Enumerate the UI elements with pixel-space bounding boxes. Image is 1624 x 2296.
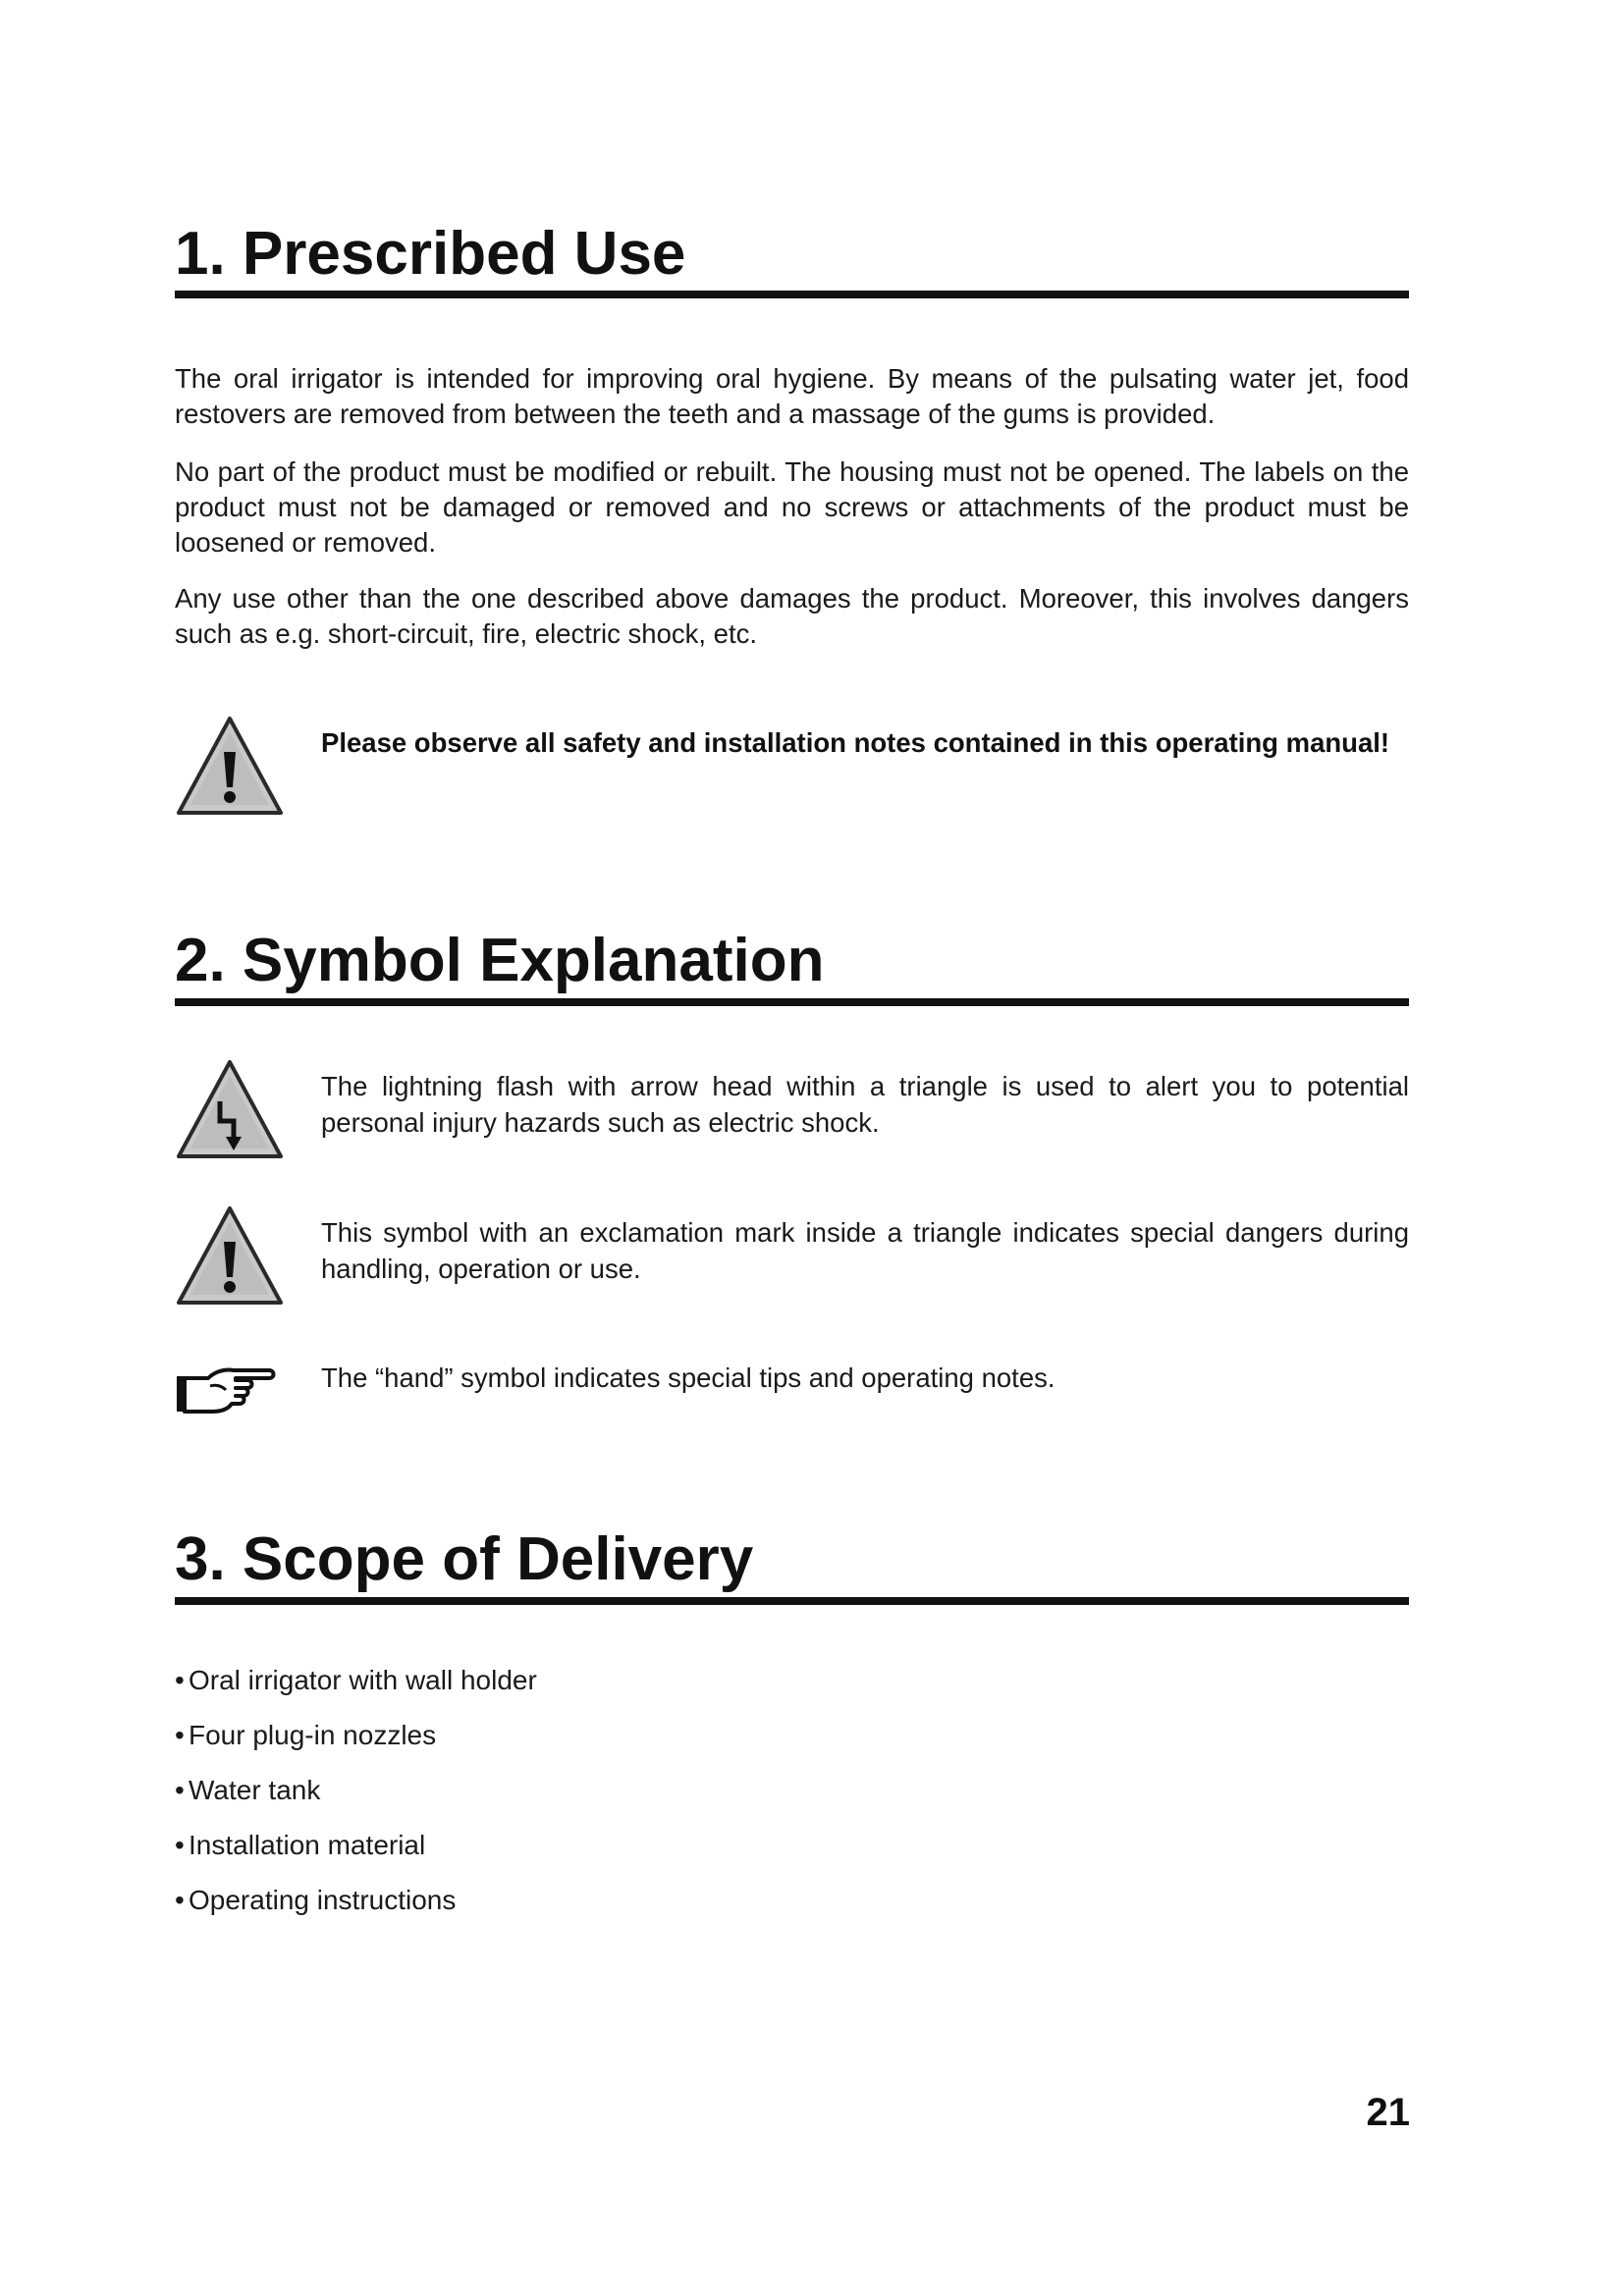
- section-title-symbol-explanation: 2. Symbol Explanation: [175, 927, 825, 994]
- section-divider: [175, 1597, 1409, 1605]
- paragraph-intended-use: The oral irrigator is intended for improving oral hygiene. By means of the pulsating water jet, food restovers are removed from between the teeth and a massage of the gums is provided.: [175, 363, 1409, 429]
- symbol-description-lightning: The lightning flash with arrow head within a triangle is used to alert you to potential personal injury hazards such as electric shock.: [321, 1071, 1409, 1138]
- list-item: • Water tank: [175, 1775, 321, 1805]
- list-item: • Operating instructions: [175, 1885, 457, 1915]
- section-divider: [175, 998, 1409, 1006]
- section-divider: [175, 291, 1409, 298]
- paragraph-misuse-dangers: Any use other than the one described above damages the product. Moreover, this involves dangers such as e.g. short-circuit, fire, electric shock, etc.: [175, 583, 1409, 649]
- list-item: • Oral irrigator with wall holder: [175, 1665, 537, 1695]
- lightning-triangle-icon: [175, 1058, 285, 1160]
- list-item: • Installation material: [175, 1830, 426, 1860]
- delivery-list: [175, 1663, 537, 1938]
- safety-notice: Please observe all safety and installation notes contained in this operating manual!: [321, 727, 1390, 758]
- list-item: • Four plug-in nozzles: [175, 1720, 437, 1750]
- pointing-hand-icon: [175, 1362, 285, 1415]
- symbol-description-hand: The “hand” symbol indicates special tips and operating notes.: [321, 1362, 1056, 1393]
- section-title-prescribed-use: 1. Prescribed Use: [175, 220, 686, 288]
- exclamation-triangle-icon: [175, 1204, 285, 1307]
- symbol-description-exclamation: This symbol with an exclamation mark inside a triangle indicates special dangers during handling, operation or use.: [321, 1217, 1409, 1284]
- paragraph-modification-warning: No part of the product must be modified or rebuilt. The housing must not be opened. The labels on the product must not be damaged or removed and no screws or attachments of the product must be loosened or removed.: [175, 456, 1409, 558]
- exclamation-triangle-icon: [175, 715, 285, 817]
- page-number: 21: [1366, 2091, 1410, 2134]
- section-title-scope-of-delivery: 3. Scope of Delivery: [175, 1525, 754, 1593]
